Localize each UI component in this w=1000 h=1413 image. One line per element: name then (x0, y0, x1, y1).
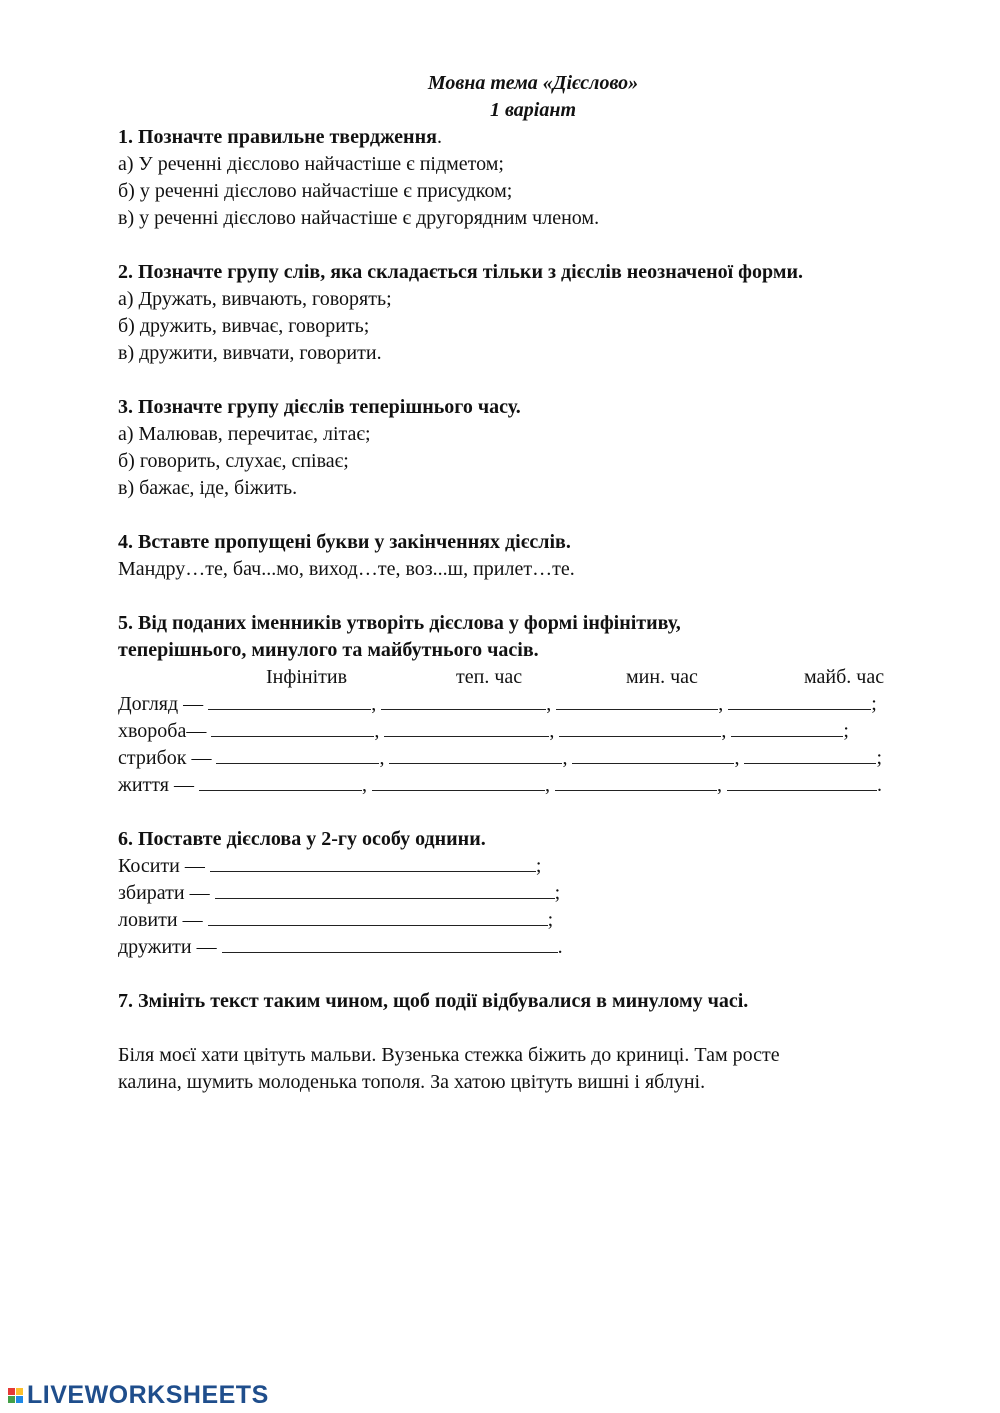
q3-option-b: б) говорить, слухає, співає; (118, 450, 349, 472)
q5-past-input[interactable] (572, 745, 734, 764)
q5-header-present: теп. час (456, 666, 523, 688)
worksheet (118, 70, 938, 1096)
q5-present-input[interactable] (381, 691, 546, 710)
q5-past-input[interactable] (559, 718, 721, 737)
q1-title: 1. Позначте правильне твердження (118, 126, 437, 148)
q2-title: 2. Позначте групу слів, яка складається тільки з дієслів неозначеної форми. (118, 261, 803, 283)
q4-text: Мандру…те, бач...мо, виход…те, воз...ш, прилет…те. (118, 558, 575, 580)
q5-infinitive-input[interactable] (208, 691, 371, 710)
q3-option-a: а) Малював, перечитає, літає; (118, 423, 371, 445)
q6-title: 6. Поставте дієслова у 2-гу особу однини. (118, 828, 486, 850)
q5-row: Догляд — , , , ; (118, 693, 877, 715)
q5-row-word: Догляд — (118, 693, 204, 715)
q5-infinitive-input[interactable] (199, 772, 362, 791)
q5-infinitive-input[interactable] (211, 718, 374, 737)
q6-answer-input[interactable] (210, 853, 536, 872)
q1-title-line (118, 124, 938, 151)
q6-row: ловити — ; (118, 909, 554, 931)
q5-header-future: майб. час (804, 666, 885, 688)
q5-past-input[interactable] (555, 772, 717, 791)
q7-title: 7. Змініть текст таким чином, щоб події відбувалися в минулому часі. (118, 990, 749, 1012)
q6-answer-input[interactable] (215, 880, 555, 899)
q4-title: 4. Вставте пропущені букви у закінченнях дієслів. (118, 531, 571, 553)
q1-option-b: б) у реченні дієслово найчастіше є присудком; (118, 180, 513, 202)
q5-title-line2: теперішнього, минулого та майбутнього часів. (118, 639, 539, 661)
worksheet-variant: 1 варіант (489, 99, 576, 121)
worksheet-title: Мовна тема «Дієслово» (427, 72, 639, 94)
q5-infinitive-input[interactable] (216, 745, 379, 764)
q2-option-a: а) Дружать, вивчають, говорять; (118, 288, 392, 310)
q5-row: хвороба— , , , ; (118, 720, 849, 742)
q5-present-input[interactable] (384, 718, 549, 737)
q5-future-input[interactable] (731, 718, 843, 737)
q5-row-word: життя — (118, 774, 194, 796)
q5-row-word: стрибок — (118, 747, 212, 769)
liveworksheets-logo (8, 1380, 269, 1410)
q5-header-past: мин. час (626, 666, 698, 688)
q6-row: дружити — . (118, 936, 563, 958)
q1-title-end: . (436, 126, 442, 148)
q3-title: 3. Позначте групу дієслів теперішнього часу. (118, 396, 521, 418)
logo-text: LIVEWORKSHEETS (27, 1380, 269, 1409)
logo-square (8, 1396, 15, 1403)
q6-row-word: Косити — (118, 855, 205, 877)
q2-option-c: в) дружити, вивчати, говорити. (118, 342, 382, 364)
q6-row-word: ловити — (118, 909, 203, 931)
q5-future-input[interactable] (744, 745, 876, 764)
q3-option-c: в) бажає, іде, біжить. (118, 477, 298, 499)
q6-row: збирати — ; (118, 882, 561, 904)
q5-past-input[interactable] (556, 691, 718, 710)
logo-square (16, 1396, 23, 1403)
q6-answer-input[interactable] (208, 907, 548, 926)
logo-square (8, 1388, 15, 1395)
q7-text-line1: Біля моєї хати цвітуть мальви. Вузенька стежка біжить до криниці. Там росте (118, 1044, 780, 1066)
q6-row: Косити — ; (118, 855, 542, 877)
logo-grid-icon (8, 1388, 23, 1403)
q5-row: стрибок — , , , ; (118, 747, 883, 769)
q5-table-header (118, 664, 938, 691)
q5-present-input[interactable] (389, 745, 562, 764)
q5-future-input[interactable] (728, 691, 871, 710)
q6-row-word: дружити — (118, 936, 217, 958)
q5-future-input[interactable] (727, 772, 877, 791)
q5-present-input[interactable] (372, 772, 545, 791)
q6-row-word: збирати — (118, 882, 210, 904)
q5-header-infinitive: Інфінітив (266, 666, 348, 688)
q2-option-b: б) дружить, вивчає, говорить; (118, 315, 370, 337)
q5-row-word: хвороба— (118, 720, 207, 742)
q1-option-a: а) У реченні дієслово найчастіше є підметом; (118, 153, 504, 175)
q7-text-line2: калина, шумить молоденька тополя. За хатою цвітуть вишні і яблуні. (118, 1071, 706, 1093)
q5-row: життя — , , , . (118, 774, 882, 796)
q5-title-line1: 5. Від поданих іменників утворіть дієслова у формі інфінітиву, (118, 612, 681, 634)
q1-option-c: в) у реченні дієслово найчастіше є другорядним членом. (118, 207, 600, 229)
logo-square (16, 1388, 23, 1395)
q6-answer-input[interactable] (222, 934, 558, 953)
